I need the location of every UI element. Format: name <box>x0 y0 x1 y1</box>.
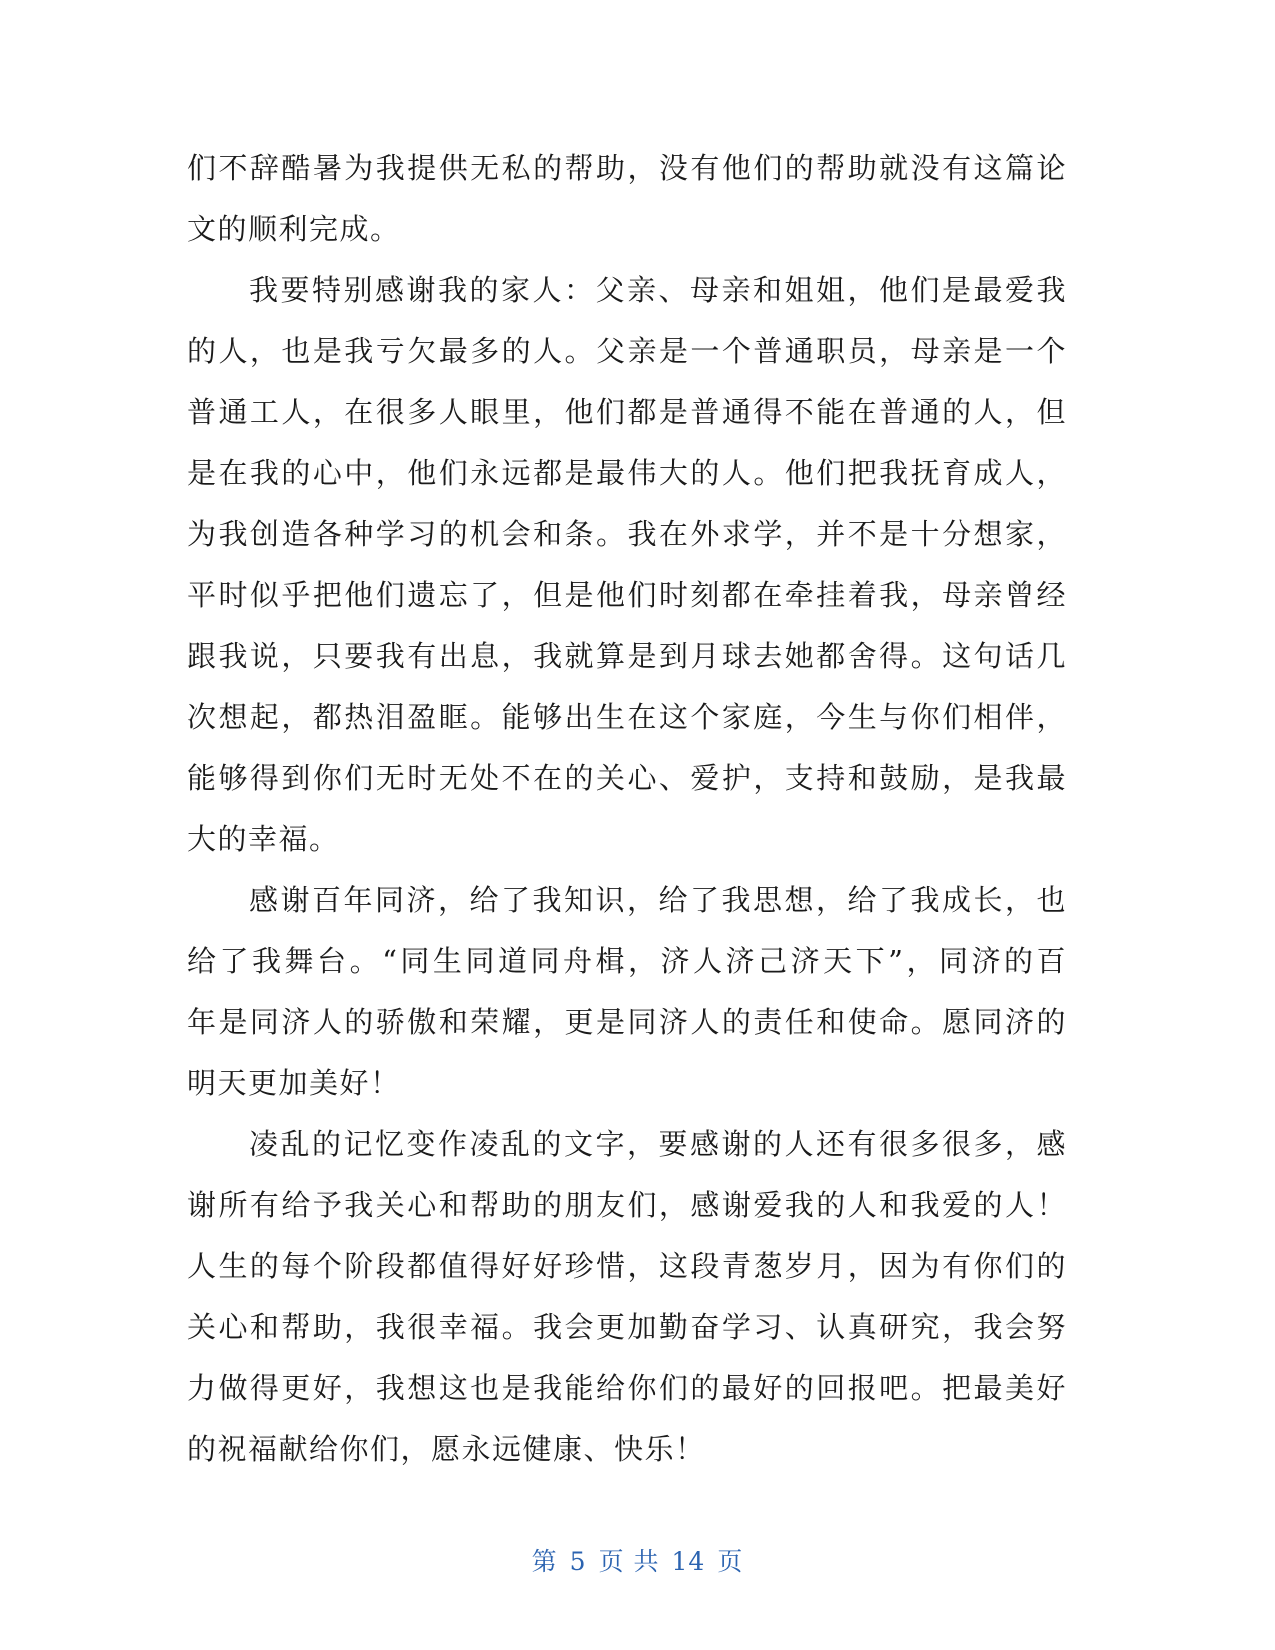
footer-middle: 页 共 <box>598 1547 660 1576</box>
text-line: 力做得更好，我想这也是我能给你们的最好的回报吧。把最美好 <box>187 1371 1067 1405</box>
text-line: 人生的每个阶段都值得好好珍惜，这段青葱岁月，因为有你们的 <box>187 1249 1067 1283</box>
footer-total-pages: 14 <box>671 1547 706 1576</box>
text-line: 文的顺利完成。 <box>187 212 401 246</box>
text-line: 年是同济人的骄傲和荣耀，更是同济人的责任和使命。愿同济的 <box>187 1005 1067 1039</box>
text-line: 为我创造各种学习的机会和条。我在外求学，并不是十分想家， <box>187 517 1067 551</box>
text-line: 们不辞酷暑为我提供无私的帮助，没有他们的帮助就没有这篇论 <box>187 151 1067 185</box>
footer-prefix: 第 <box>531 1547 558 1576</box>
text-line: 普通工人，在很多人眼里，他们都是普通得不能在普通的人，但 <box>187 395 1067 429</box>
text-line: 平时似乎把他们遗忘了，但是他们时刻都在牵挂着我，母亲曾经 <box>187 578 1067 612</box>
text-line: 能够得到你们无时无处不在的关心、爱护，支持和鼓励，是我最 <box>187 761 1067 795</box>
text-line: 谢所有给予我关心和帮助的朋友们，感谢爱我的人和我爱的人！ <box>187 1188 1067 1222</box>
text-line: 的人，也是我亏欠最多的人。父亲是一个普通职员，母亲是一个 <box>187 334 1067 368</box>
text-line: 跟我说，只要我有出息，我就算是到月球去她都舍得。这句话几 <box>187 639 1067 673</box>
text-line: 次想起，都热泪盈眶。能够出生在这个家庭，今生与你们相伴， <box>187 700 1067 734</box>
footer-current-page: 5 <box>569 1547 587 1576</box>
footer-suffix: 页 <box>717 1547 744 1576</box>
text-line: 我要特别感谢我的家人：父亲、母亲和姐姐，他们是最爱我 <box>249 273 1067 307</box>
text-line: 是在我的心中，他们永远都是最伟大的人。他们把我抚育成人， <box>187 456 1067 490</box>
document-body <box>187 138 1067 1480</box>
text-line: 的祝福献给你们，愿永远健康、快乐！ <box>187 1432 706 1466</box>
page-footer <box>0 1542 1275 1578</box>
text-line: 明天更加美好！ <box>187 1066 401 1100</box>
text-line: 关心和帮助，我很幸福。我会更加勤奋学习、认真研究，我会努 <box>187 1310 1067 1344</box>
text-line: 凌乱的记忆变作凌乱的文字，要感谢的人还有很多很多，感 <box>249 1127 1067 1161</box>
text-line: 给了我舞台。“同生同道同舟楫，济人济己济天下”，同济的百 <box>187 944 1067 978</box>
text-line: 感谢百年同济，给了我知识，给了我思想，给了我成长，也 <box>249 883 1067 917</box>
text-line: 大的幸福。 <box>187 822 340 856</box>
